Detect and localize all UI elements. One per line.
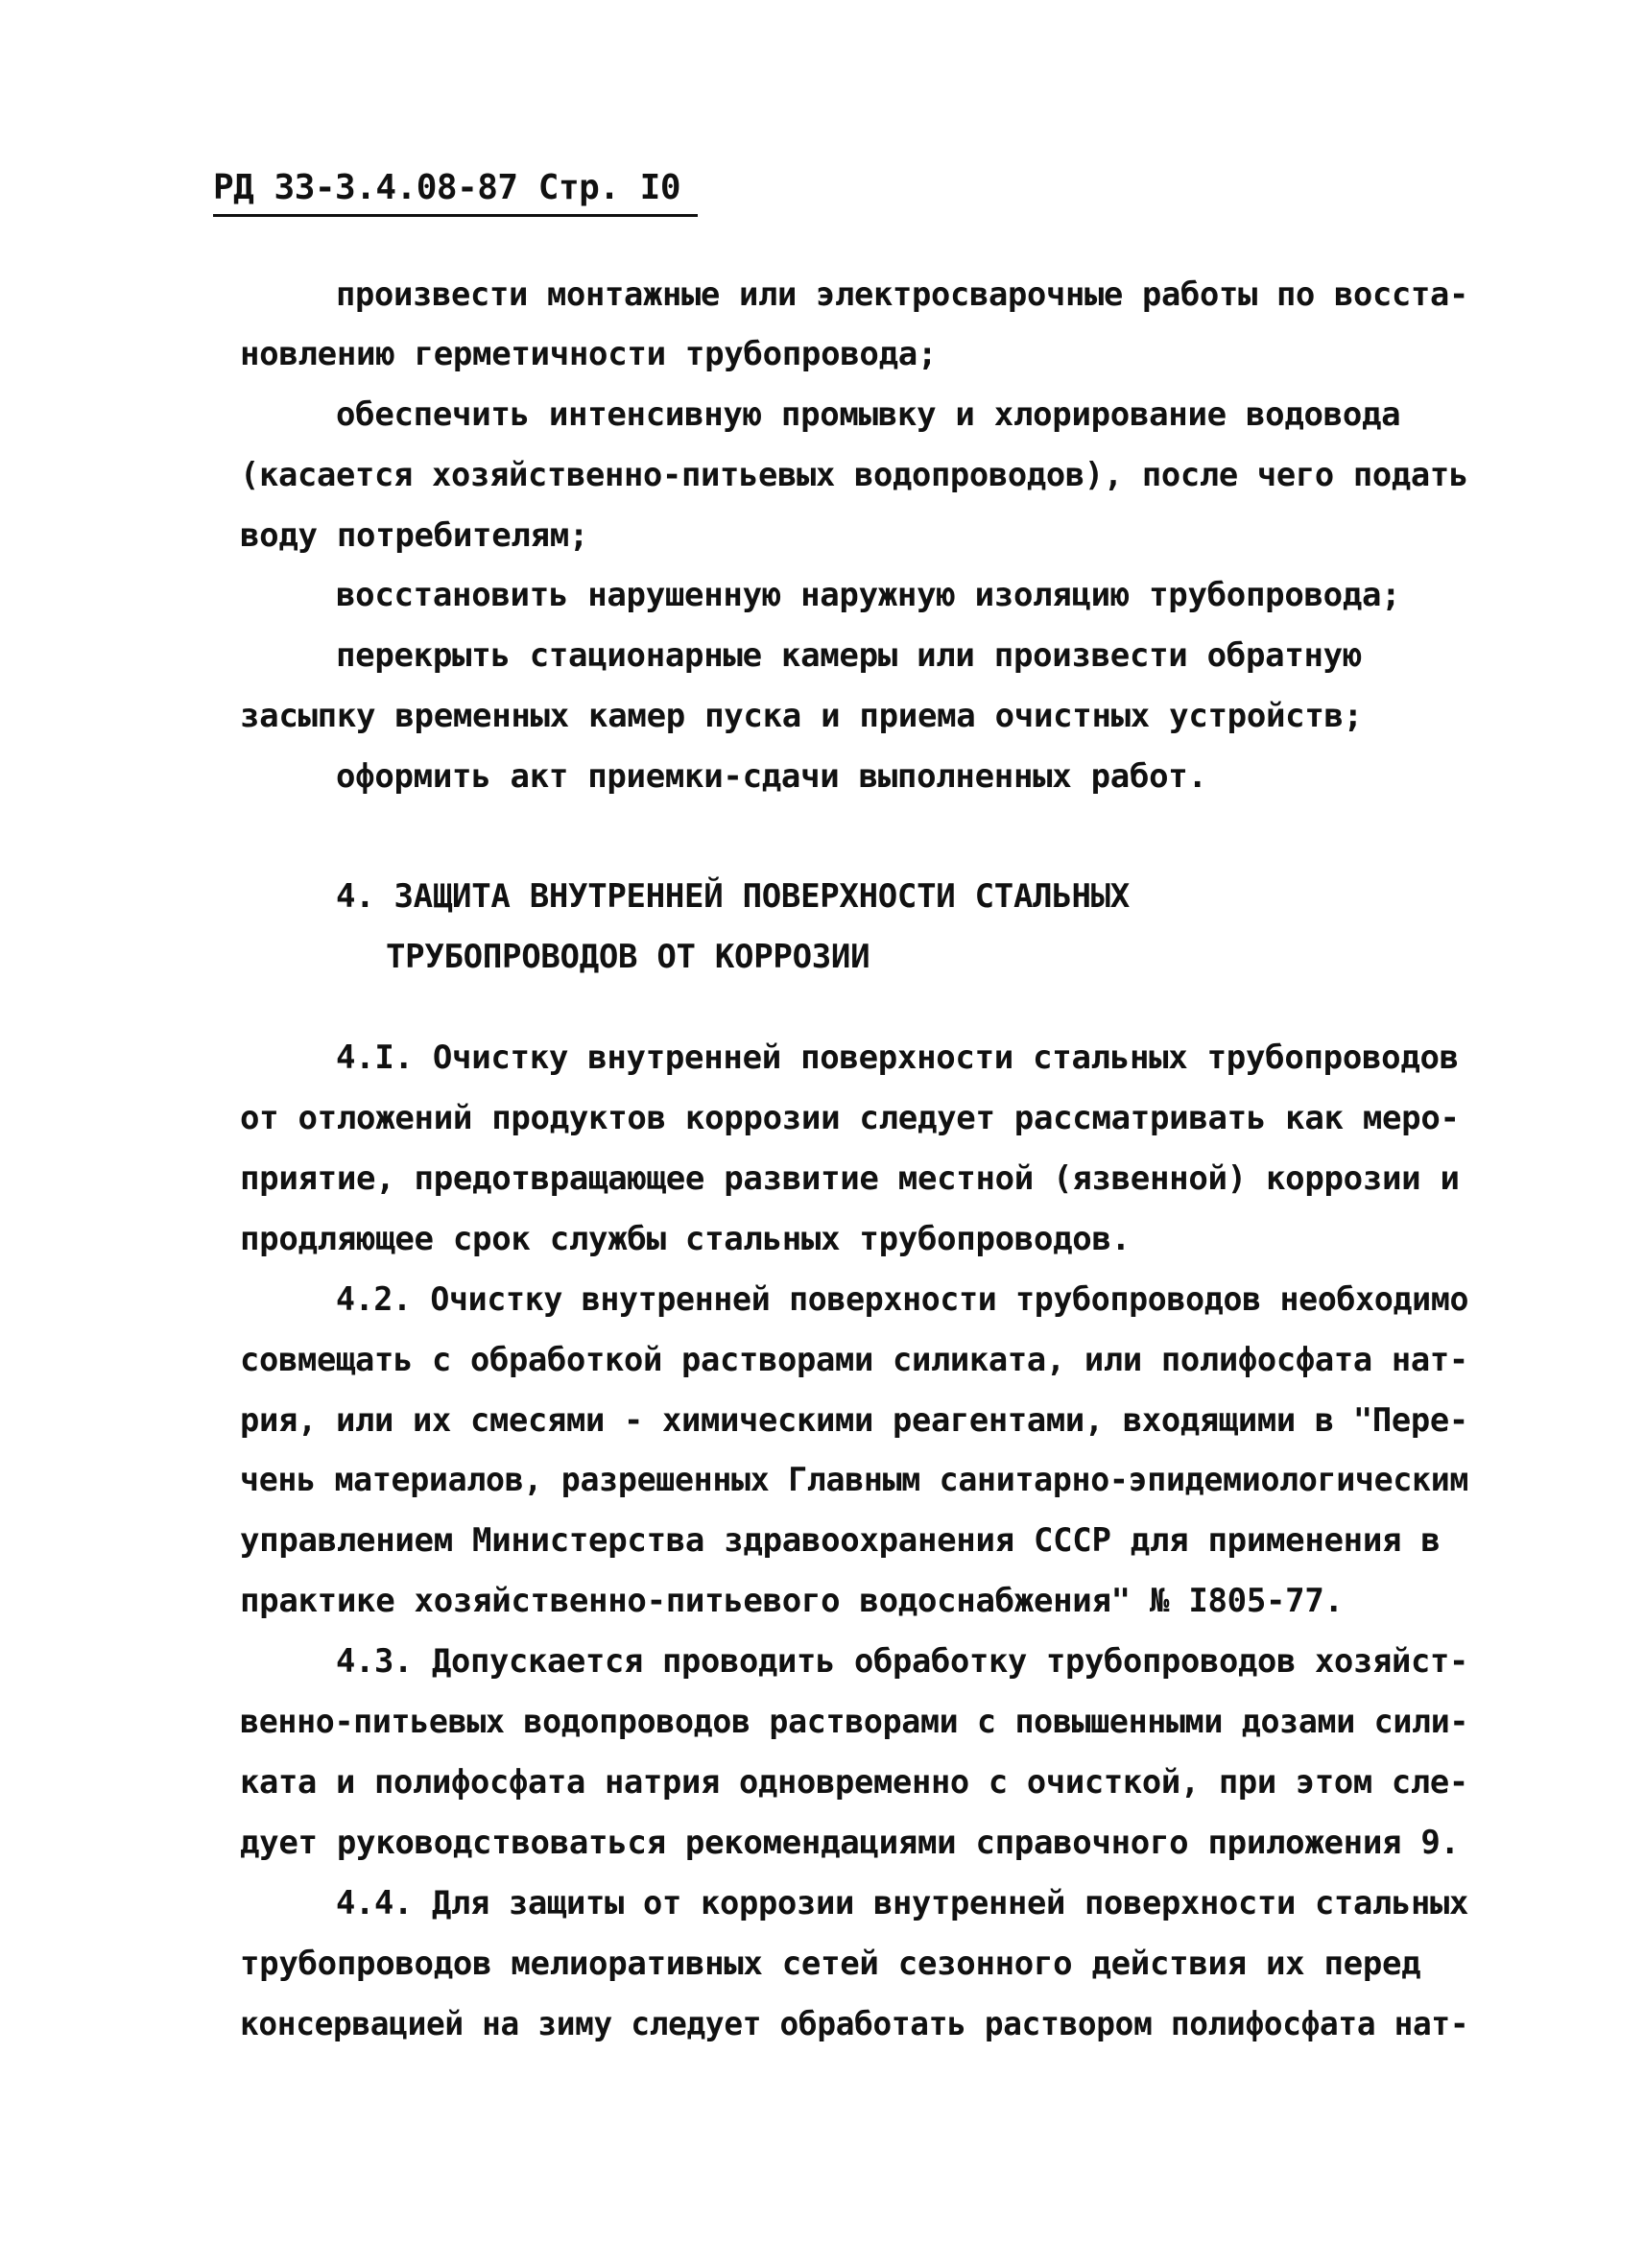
body-line: восстановить нарушенную наружную изоляцию трубопровода;	[336, 576, 1401, 614]
paragraph-line: 4.I. Очистку внутренней поверхности стальных трубопроводов	[336, 1039, 1459, 1077]
body-line: обеспечить интенсивную промывку и хлорирование водовода	[336, 395, 1401, 434]
paragraph-line: продляющее срок службы стальных трубопроводов.	[240, 1220, 1131, 1258]
paragraph-line: 4.3. Допускается проводить обработку трубопроводов хозяйст-	[336, 1642, 1469, 1681]
body-line: воду потребителям;	[240, 516, 589, 555]
section-heading: 4. ЗАЩИТА ВНУТРЕННЕЙ ПОВЕРХНОСТИ СТАЛЬНЫХ	[336, 877, 1130, 916]
body-line: (касается хозяйственно-питьевых водопроводов), после чего подать	[240, 456, 1468, 494]
paragraph-line: совмещать с обработкой растворами силиката, или полифосфата нат-	[240, 1341, 1468, 1379]
paragraph-line: ката и полифосфата натрия одновременно с очисткой, при этом сле-	[240, 1763, 1468, 1802]
paragraph-line: 4.4. Для защиты от коррозии внутренней поверхности стальных	[336, 1884, 1469, 1922]
body-line: оформить акт приемки-сдачи выполненных работ.	[336, 757, 1207, 796]
body-line: засыпку временных камер пуска и приема очистных устройств;	[240, 697, 1363, 735]
paragraph-line: чень материалов, разрешенных Главным санитарно-эпидемиологическим	[240, 1461, 1469, 1499]
paragraph-line: 4.2. Очистку внутренней поверхности трубопроводов необходимо	[336, 1280, 1469, 1319]
paragraph-line: управлением Министерства здравоохранения СССР для применения в	[240, 1521, 1441, 1560]
paragraph-line: трубопроводов мелиоративных сетей сезонного действия их перед	[240, 1945, 1421, 1983]
paragraph-line: практике хозяйственно-питьевого водоснабжения" № I805-77.	[240, 1582, 1344, 1620]
paragraph-line: дует руководствоваться рекомендациями справочного приложения 9.	[240, 1824, 1460, 1862]
body-line: новлению герметичности трубопровода;	[240, 335, 938, 373]
body-line: произвести монтажные или электросварочные работы по восста-	[336, 275, 1469, 314]
paragraph-line: рия, или их смесями - химическими реагентами, входящими в "Пере-	[240, 1401, 1468, 1440]
paragraph-line: венно-питьевых водопроводов растворами с повышенными дозами сили-	[240, 1703, 1469, 1741]
section-heading: ТРУБОПРОВОДОВ ОТ КОРРОЗИИ	[386, 938, 870, 976]
page-header: РД 33-3.4.08-87 Стр. I0	[213, 171, 698, 217]
paragraph-line: приятие, предотвращающее развитие местной (язвенной) коррозии и	[240, 1159, 1460, 1198]
paragraph-line: от отложений продуктов коррозии следует рассматривать как меро-	[240, 1099, 1460, 1137]
paragraph-line: консервацией на зиму следует обработать раствором полифосфата нат-	[240, 2005, 1469, 2043]
body-line: перекрыть стационарные камеры или произвести обратную	[336, 636, 1362, 675]
